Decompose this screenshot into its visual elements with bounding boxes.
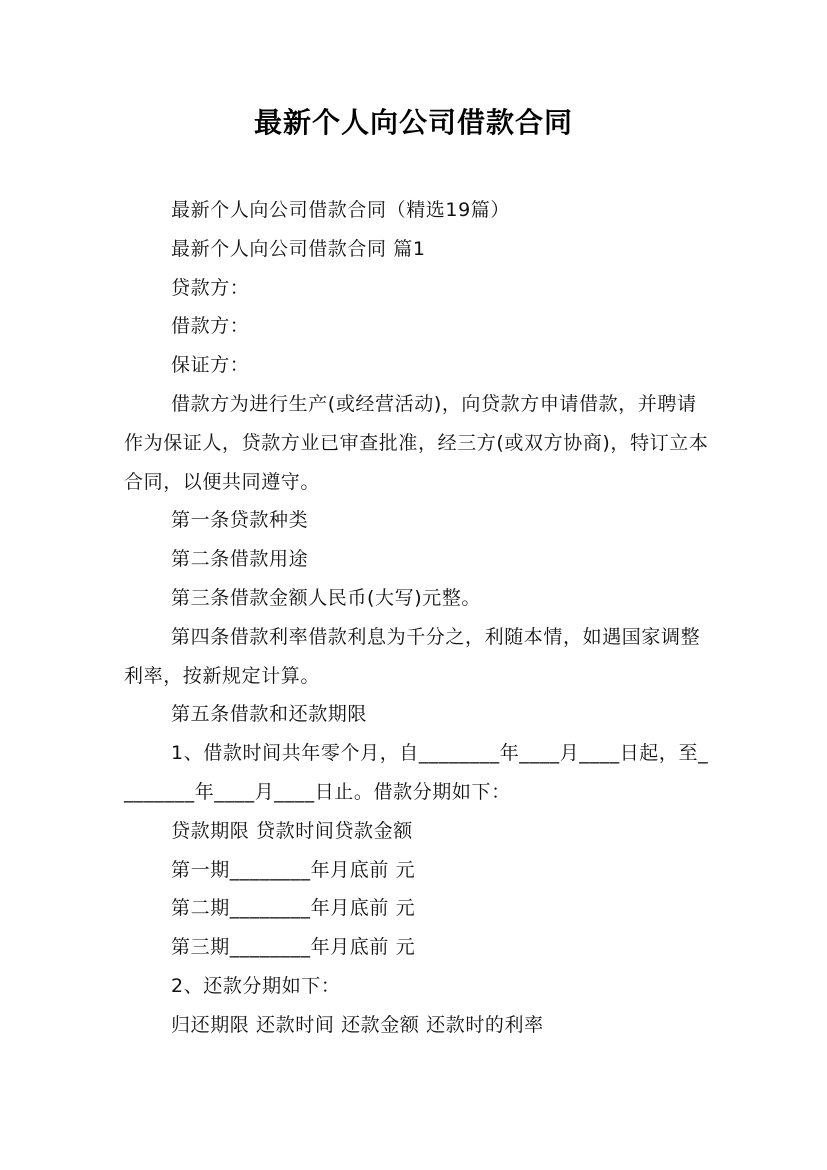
paragraph-preamble: 借款方为进行生产(或经营活动)，向贷款方申请借款，并聘请作为保证人，贷款方业已审查批准，经三方(或双方协商)，特订立本合同，以便共同遵守。: [124, 392, 709, 493]
paragraph-article-4: 第四条借款利率借款利息为千分之，利随本情，如遇国家调整利率，按新规定计算。: [124, 625, 701, 687]
document-body: [124, 191, 716, 1045]
paragraph-repayment-table-header: 归还期限 还款时间 还款金额 还款时的利率: [171, 1013, 544, 1036]
paragraph-guarantor: 保证方：: [171, 354, 250, 377]
paragraph-chapter-heading: 最新个人向公司借款合同 篇1: [171, 237, 426, 260]
paragraph-article-3: 第三条借款金额人民币(大写)元整。: [171, 586, 482, 609]
paragraph-repayment-heading: 2、还款分期如下：: [171, 974, 341, 997]
paragraph-borrower: 借款方：: [171, 315, 250, 338]
paragraph-article-2: 第二条借款用途: [171, 548, 309, 571]
document-title: 最新个人向公司借款合同: [253, 106, 573, 139]
paragraph-article-5: 第五条借款和还款期限: [171, 703, 368, 726]
paragraph-subtitle: 最新个人向公司借款合同（精选19篇）: [171, 199, 510, 221]
paragraph-loan-table-header: 贷款期限 贷款时间贷款金额: [171, 819, 413, 842]
paragraph-loan-period-2: 第二期________年月底前 元: [171, 897, 416, 920]
paragraph-lender: 贷款方：: [171, 276, 250, 299]
paragraph-loan-period: 1、借款时间共年零个月，自________年____月____日起，至________年____月____日止。借款分期如下：: [124, 742, 709, 803]
paragraph-article-1: 第一条贷款种类: [171, 509, 309, 532]
paragraph-loan-period-3: 第三期________年月底前 元: [171, 936, 416, 959]
paragraph-loan-period-1: 第一期________年月底前 元: [171, 858, 416, 881]
